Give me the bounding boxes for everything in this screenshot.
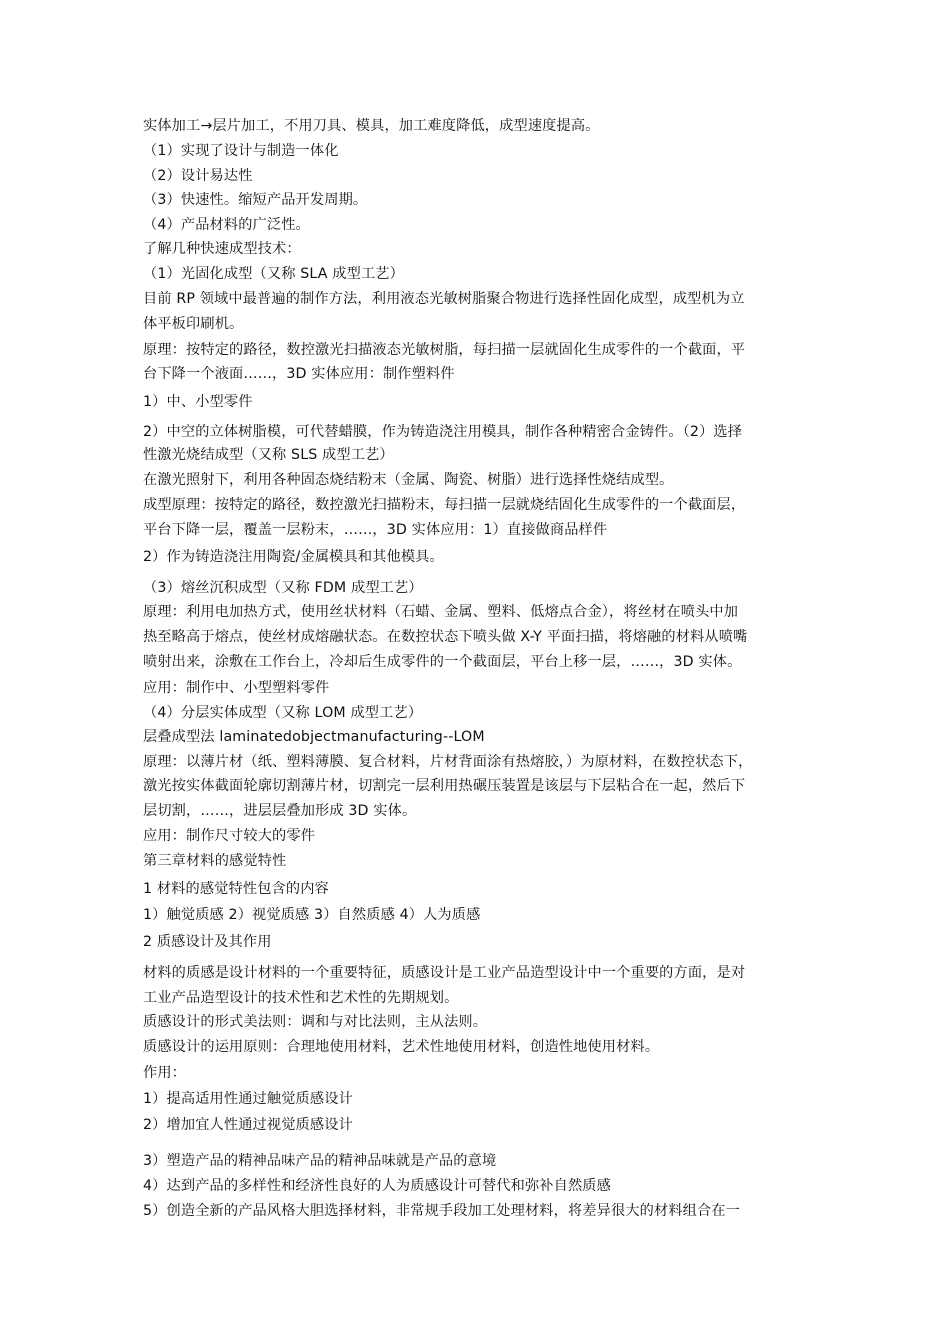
text-line: 1）中、小型零件 [143,394,253,410]
text-line: 1 材料的感觉特性包含的内容 [143,881,329,897]
text-line: 成型原理：按特定的路径，数控激光扫描粉末，每扫描一层就烧结固化生成零件的一个截面层， [143,497,746,513]
text-line: 平台下降一层，覆盖一层粉末，……，3D 实体应用：1）直接做商品样件 [143,522,608,538]
text-line: 2）作为铸造浇注用陶瓷/金属模具和其他模具。 [143,549,444,565]
text-line: 台下降一个液面……，3D 实体应用：制作塑料件 [143,366,455,382]
text-line: 了解几种快速成型技术： [143,241,301,257]
text-line: 原理：以薄片材（纸、塑料薄膜、复合材料，片材背面涂有热熔胶，）为原材料，在数控状态下， [143,754,753,770]
text-line: 性激光烧结成型（又称 SLS 成型工艺） [143,447,394,463]
text-line: 材料的质感是设计材料的一个重要特征，质感设计是工业产品造型设计中一个重要的方面，是对 [143,965,746,981]
text-line: 热至略高于熔点，使丝材成熔融状态。在数控状态下喷头做 X-Y 平面扫描，将熔融的材料从喷嘴 [143,629,748,645]
text-line: 在激光照射下，利用各种固态烧结粉末（金属、陶瓷、树脂）进行选择性烧结成型。 [143,472,674,488]
text-line: 质感设计的形式美法则：调和与对比法则，主从法则。 [143,1014,488,1030]
text-line: 应用：制作尺寸较大的零件 [143,828,316,844]
text-line: 2）增加宜人性通过视觉质感设计 [143,1117,353,1133]
document-page [143,0,818,1344]
text-line: （4）产品材料的广泛性。 [143,217,310,233]
text-line: 激光按实体截面轮廓切割薄片材，切割完一层利用热碾压装置是该层与下层粘合在一起，然后下 [143,778,746,794]
text-line: （3）快速性。缩短产品开发周期。 [143,192,368,208]
text-line: 原理：利用电加热方式，使用丝状材料（石蜡、金属、塑料、低熔点合金），将丝材在喷头中加 [143,604,739,620]
text-line: 第三章材料的感觉特性 [143,853,287,869]
text-line: 原理：按特定的路径，数控激光扫描液态光敏树脂，每扫描一层就固化生成零件的一个截面，平 [143,342,746,358]
text-line: 4）达到产品的多样性和经济性良好的人为质感设计可替代和弥补自然质感 [143,1178,611,1194]
text-line: （4）分层实体成型（又称 LOM 成型工艺） [143,705,423,721]
text-line: 作用： [143,1065,187,1081]
text-line: 2 质感设计及其作用 [143,934,272,950]
text-line: 工业产品造型设计的技术性和艺术性的先期规划。 [143,990,459,1006]
text-line: （1）实现了设计与制造一体化 [143,143,339,159]
text-line: 3）塑造产品的精神品味产品的精神品味就是产品的意境 [143,1153,497,1169]
text-line: （1）光固化成型（又称 SLA 成型工艺） [143,266,404,282]
text-line: 目前 RP 领域中最普遍的制作方法，利用液态光敏树脂聚合物进行选择性固化成型，成型机为立 [143,291,745,307]
text-line: 应用：制作中、小型塑料零件 [143,680,330,696]
text-line: 1）触觉质感 2）视觉质感 3）自然质感 4）人为质感 [143,907,481,923]
text-line: 质感设计的运用原则：合理地使用材料，艺术性地使用材料，创造性地使用材料。 [143,1039,660,1055]
text-line: （2）设计易达性 [143,168,253,184]
text-line: 喷射出来，涂敷在工作台上，冷却后生成零件的一个截面层，平台上移一层，……，3D 实体。 [143,654,742,670]
text-line: 层切割，……，进层层叠加形成 3D 实体。 [143,803,417,819]
text-line: 实体加工→层片加工，不用刀具、模具，加工难度降低，成型速度提高。 [143,118,600,134]
text-line: 体平板印刷机。 [143,316,244,332]
text-line: （3）熔丝沉积成型（又称 FDM 成型工艺） [143,580,423,596]
text-line: 1）提高适用性通过触觉质感设计 [143,1091,353,1107]
text-line: 层叠成型法 laminatedobjectmanufacturing--LOM [143,729,485,745]
text-line: 5）创造全新的产品风格大胆选择材料，非常规手段加工处理材料，将差异很大的材料组合在一 [143,1203,741,1219]
text-line: 2）中空的立体树脂模，可代替蜡膜，作为铸造浇注用模具，制作各种精密合金铸件。（2）选择 [143,424,743,440]
